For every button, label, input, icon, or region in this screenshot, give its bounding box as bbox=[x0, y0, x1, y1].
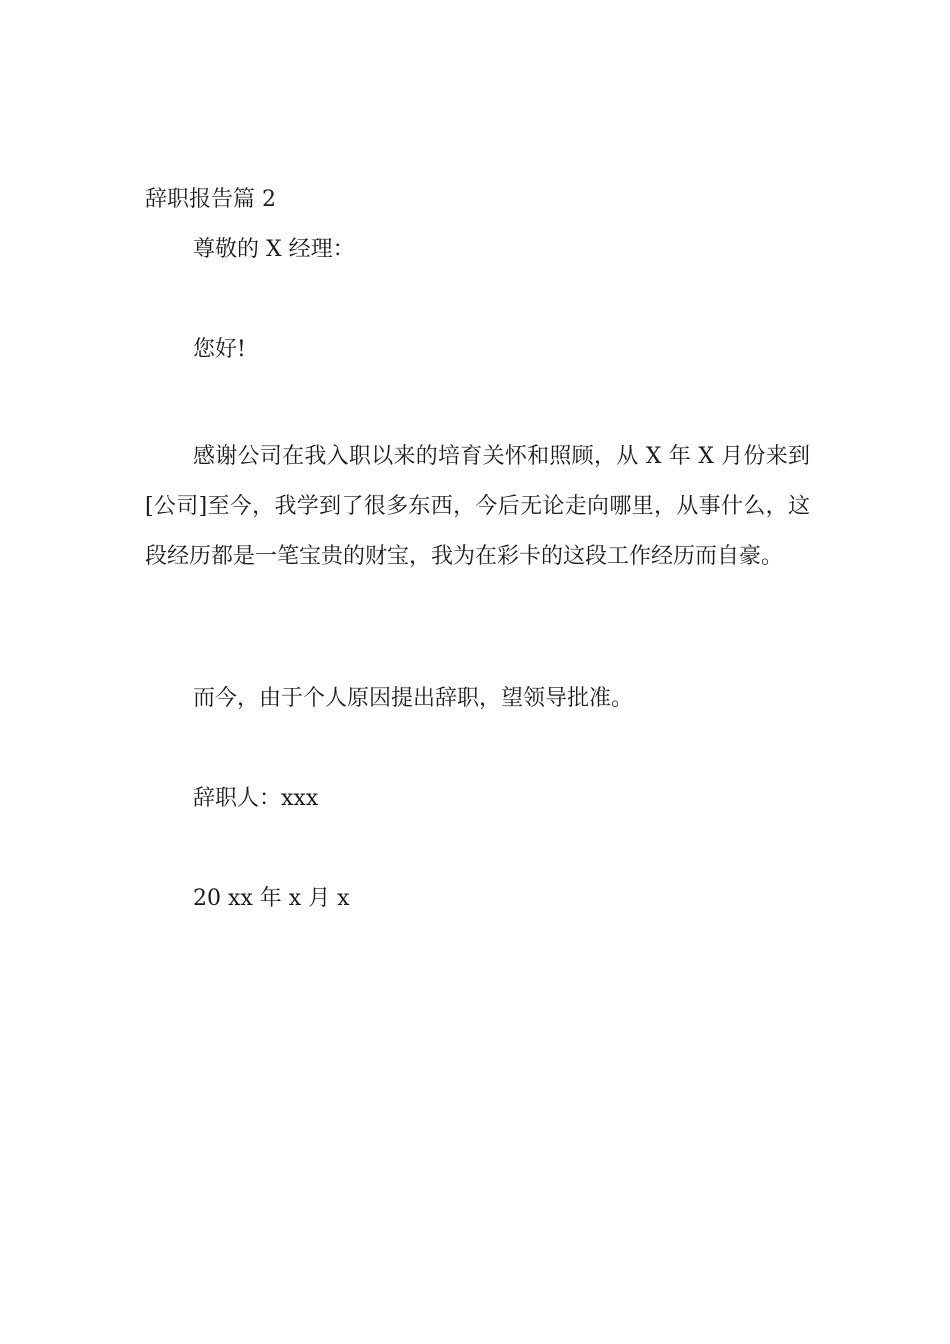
reason-paragraph: 而今，由于个人原因提出辞职，望领导批准。 bbox=[193, 686, 634, 711]
salutation: 尊敬的 X 经理： bbox=[193, 237, 355, 262]
signer-line: 辞职人：xxx bbox=[193, 786, 319, 811]
date-line: 20 xx 年 x 月 x bbox=[193, 886, 350, 911]
greeting: 您好! bbox=[193, 337, 246, 362]
document-title: 辞职报告篇 2 bbox=[145, 187, 276, 212]
body-paragraph: 感谢公司在我入职以来的培育关怀和照顾，从 X 年 X 月份来到[公司]至今，我学到了很多东西，今后无论走向哪里，从事什么，这段经历都是一笔宝贵的财宝，我为在彩卡的这段工作经历而自豪。 bbox=[145, 444, 810, 569]
